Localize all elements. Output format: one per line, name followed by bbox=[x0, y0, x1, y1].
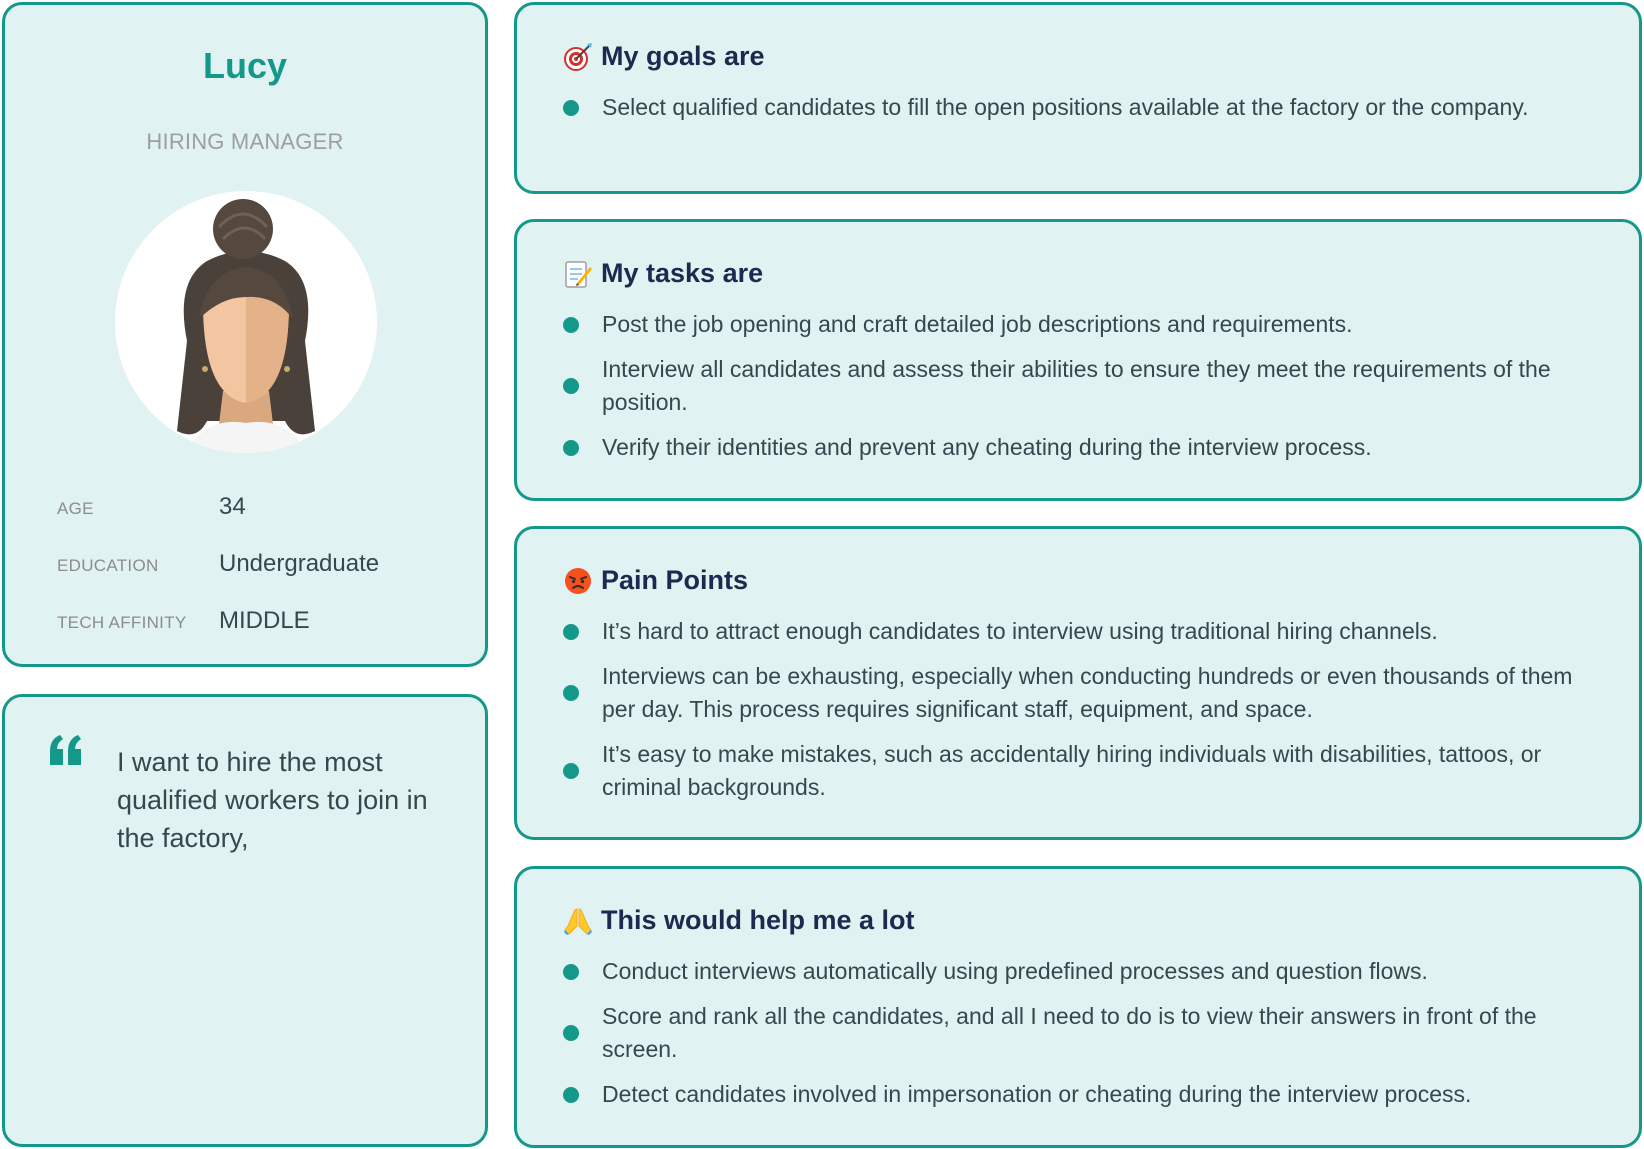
list-item: It’s easy to make mistakes, such as accidentally hiring individuals with disabilities, tattoos, or criminal backgrounds. bbox=[563, 738, 1593, 804]
memo-icon bbox=[563, 259, 593, 289]
age-label: AGE bbox=[57, 499, 94, 518]
bullet-dot-icon bbox=[563, 100, 579, 116]
goals-card bbox=[514, 2, 1642, 194]
help-title: This would help me a lot bbox=[601, 905, 915, 935]
help-card bbox=[514, 866, 1642, 1148]
quote-icon bbox=[48, 735, 84, 765]
list-item: Detect candidates involved in impersonation or cheating during the interview process. bbox=[563, 1078, 1593, 1111]
bullet-dot-icon bbox=[563, 1025, 579, 1041]
quote-text: I want to hire the most qualified workers to join in the factory, bbox=[117, 747, 428, 853]
bullet-dot-icon bbox=[563, 763, 579, 779]
avatar bbox=[115, 191, 377, 453]
help-heading bbox=[563, 905, 915, 936]
goals-list bbox=[563, 91, 1593, 136]
bullet-dot-icon bbox=[563, 685, 579, 701]
persona-quote-card bbox=[2, 694, 488, 1147]
pain-points-title: Pain Points bbox=[601, 565, 749, 595]
help-list bbox=[563, 955, 1593, 1123]
list-item: Score and rank all the candidates, and all I need to do is to view their answers in front of the screen. bbox=[563, 1000, 1593, 1066]
bullet-dot-icon bbox=[563, 1087, 579, 1103]
target-icon bbox=[563, 42, 593, 72]
persona-role: HIRING MANAGER bbox=[146, 129, 344, 154]
persona-name: Lucy bbox=[202, 45, 288, 86]
folded-hands-icon bbox=[563, 906, 593, 936]
persona-profile-card bbox=[2, 2, 488, 667]
education-value: Undergraduate bbox=[219, 550, 380, 577]
bullet-dot-icon bbox=[563, 964, 579, 980]
bullet-dot-icon bbox=[563, 378, 579, 394]
pain-points-card bbox=[514, 526, 1642, 840]
list-item: Select qualified candidates to fill the open positions available at the factory or the company. bbox=[563, 91, 1593, 124]
list-item: Post the job opening and craft detailed job descriptions and requirements. bbox=[563, 308, 1593, 341]
list-item: It’s hard to attract enough candidates to interview using traditional hiring channels. bbox=[563, 615, 1593, 648]
tasks-title: My tasks are bbox=[601, 258, 764, 288]
list-item: Interview all candidates and assess their abilities to ensure they meet the requirements of the position. bbox=[563, 353, 1593, 419]
goals-heading bbox=[563, 41, 765, 72]
age-value: 34 bbox=[219, 493, 246, 520]
tasks-heading bbox=[563, 258, 763, 289]
pain-points-list bbox=[563, 615, 1593, 816]
education-label: EDUCATION bbox=[57, 556, 159, 575]
bullet-dot-icon bbox=[563, 440, 579, 456]
pain-points-heading bbox=[563, 565, 748, 596]
bullet-dot-icon bbox=[563, 317, 579, 333]
list-item: Conduct interviews automatically using predefined processes and question flows. bbox=[563, 955, 1593, 988]
goals-title: My goals are bbox=[601, 41, 765, 71]
tech-affinity-label: TECH AFFINITY bbox=[57, 613, 187, 632]
tasks-list bbox=[563, 308, 1593, 476]
tech-affinity-value: MIDDLE bbox=[219, 607, 310, 634]
tasks-card bbox=[514, 219, 1642, 501]
bullet-dot-icon bbox=[563, 624, 579, 640]
angry-face-icon bbox=[563, 566, 593, 596]
list-item: Verify their identities and prevent any cheating during the interview process. bbox=[563, 431, 1593, 464]
list-item: Interviews can be exhausting, especially when conducting hundreds or even thousands of them per day. This process requires significant staff, equipment, and space. bbox=[563, 660, 1593, 726]
